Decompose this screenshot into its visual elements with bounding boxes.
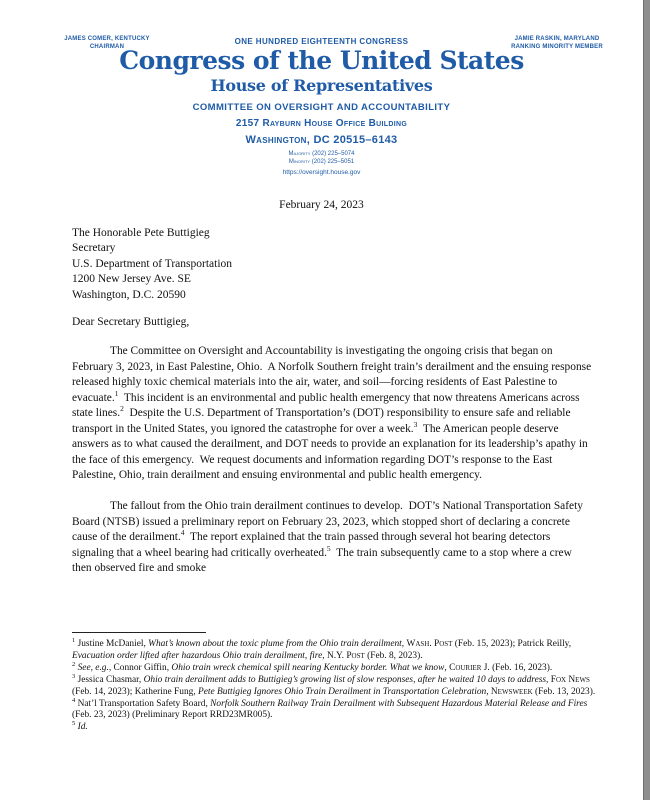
footnote-text: Id. [77, 722, 88, 733]
footnote-text: Nat’l Transportation Safety Board, Norfolk Southern Railway Train Derailment with Subsequent Hazardous Material Release and Fires (Feb. 23, 2023) (Preliminary Report RRD23MR005). [72, 698, 588, 721]
footnote-number: 2 [72, 660, 76, 668]
committee-address-line1: 2157 Rayburn House Office Building [235, 118, 408, 129]
recipient-street: 1200 New Jersey Ave. SE [72, 273, 191, 286]
footnote-text: See, e.g., Connor Giffin, Ohio train wreck chemical spill nearing Kentucky border. What we know, Courier J. (Feb. 16, 2023). [77, 662, 553, 673]
committee-address-line2: Washington, DC 20515–6143 [245, 134, 398, 146]
chairman-title: CHAIRMAN [89, 43, 125, 50]
majority-label: Majority [288, 151, 311, 157]
committee-name: COMMITTEE ON OVERSIGHT AND ACCOUNTABILITY [192, 102, 451, 113]
house-subtitle: House of Representatives [210, 76, 433, 95]
recipient-title: Secretary [72, 242, 116, 255]
committee-website: https://oversight.house.gov [282, 169, 361, 176]
recipient-org: U.S. Department of Transportation [72, 257, 233, 270]
chairman-name: JAMES COMER, KENTUCKY [64, 36, 150, 42]
footnote-text: Justine McDaniel, What’s known about the toxic plume from the Ohio train derailment, Wash. Post (Feb. 15, 2023); Patrick Reilly, Evacuation order lifted after hazardous Ohio train derailment, fire, N.Y. Post (Feb. 8, 2023). [72, 639, 572, 661]
footnote-number: 1 [72, 636, 76, 644]
letter-body [72, 344, 593, 577]
footnote-1 [72, 636, 596, 663]
minority-phone: (202) 225–5051 [311, 158, 355, 165]
minority-phone-line [0, 159, 643, 167]
footnote-number: 4 [72, 696, 76, 704]
footnote-2 [72, 660, 596, 675]
recipient-block [72, 226, 232, 303]
body-paragraph-2: The fallout from the Ohio train derailment continues to develop. DOT’s National Transportation Safety Board (NTSB) issued a preliminary report on February 23, 2023, which stopped short of declaring a concrete cause of the derailment.$^4$ The report explained that the train passed through several hot bearing detectors signaling that a wheel bearing had critically overheated.$^5$ The train subsequently came to a stop where a crew then observed fire and smoke [72, 500, 583, 574]
congress-title: Congress of the United States [119, 46, 524, 75]
page-edge-strip [643, 0, 650, 800]
letter-date: February 24, 2023 [279, 199, 364, 211]
committee-phones [0, 151, 643, 166]
majority-phone-line [0, 151, 643, 159]
recipient-city: Washington, D.C. 20590 [72, 288, 186, 301]
footnotes-block [72, 636, 596, 734]
ranking-member-title: RANKING MINORITY MEMBER [511, 43, 603, 50]
minority-label: Minority [288, 158, 311, 165]
congress-session-line: ONE HUNDRED EIGHTEENTH CONGRESS [234, 37, 409, 46]
recipient-name: The Honorable Pete Buttigieg [72, 227, 210, 239]
majority-phone: (202) 225–5074 [312, 151, 355, 157]
salutation: Dear Secretary Buttigieg, [72, 316, 190, 328]
ranking-member-name: JAMIE RASKIN, MARYLAND [514, 36, 600, 42]
footnote-5 [72, 722, 596, 734]
footnote-3 [72, 672, 596, 699]
footnote-text: Jessica Chasmar, Ohio train derailment adds to Buttigieg’s growing list of slow responses, after he waited 10 days to address, Fox News (Feb. 14, 2023); Katherine Fung, Pete Buttigieg Ignores Ohio Train Derailment in Transportation Celebration, Newsweek (Feb. 13, 2023). [72, 674, 596, 697]
body-paragraph-1: The Committee on Oversight and Accountability is investigating the ongoing crisis that began on February 3, 2023, in East Palestine, Ohio. A Norfolk Southern freight train’s derailment and the ensuing response released highly toxic chemical materials into the air, water, and soil—forcing residents of East Palestine to evacuate.$^1$ This incident is an environmental and public health emergency that now threatens Americans across state lines.$^2$ Despite the U.S. Department of Transportation’s (DOT) responsibility to ensure safe and reliable transport in the United States, you ignored the catastrophe for over a week.$^3$ The American people deserve answers as to what caused the derailment, and DOT needs to provide an explanation for its leadership’s apathy in the face of this emergency. We request documents and information regarding DOT’s response to the East Palestine, Ohio, train derailment and ensuing environmental and public health emergency. [72, 345, 592, 481]
footnote-number: 5 [72, 720, 76, 728]
footnote-number: 3 [72, 672, 76, 680]
footnote-4 [72, 696, 596, 723]
footnote-separator [72, 632, 206, 633]
